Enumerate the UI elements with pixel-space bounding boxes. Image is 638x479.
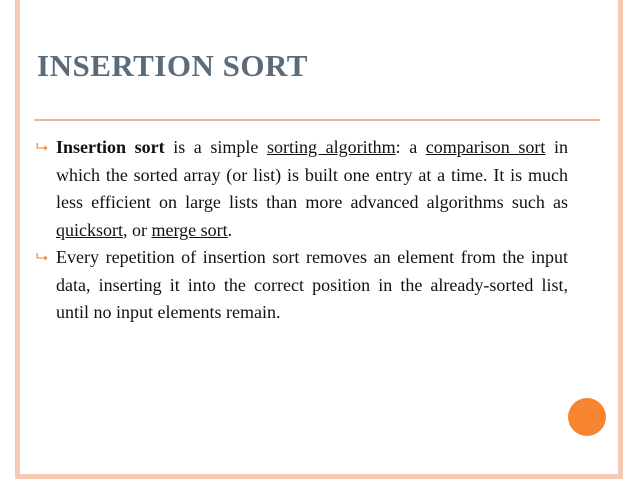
link-quicksort[interactable]: quicksort [56, 219, 123, 240]
text-segment: , or [123, 219, 152, 240]
bold-term: Insertion sort [56, 137, 165, 157]
slide-border-bottom [15, 474, 623, 479]
bullet-icon: ⮡ [36, 138, 49, 156]
bullet-item-1 [36, 134, 568, 244]
orange-circle-icon [568, 398, 606, 436]
bullet-text-1 [56, 134, 568, 244]
link-sorting-algorithm[interactable]: sorting algorithm [267, 137, 396, 157]
text-segment: in which the sorted array (or list) is built one entry at a time. It is much less efficient on large lists than more advanced algorithms such as [56, 137, 568, 212]
text-segment: : a [395, 137, 426, 157]
link-merge-sort[interactable]: merge sort [151, 219, 228, 240]
title-divider [34, 119, 600, 121]
slide-content [36, 134, 568, 327]
slide-border-right [618, 0, 623, 479]
bullet-text-2: Every repetition of insertion sort removes an element from the input data, inserting it into the correct position in the already-sorted list, until no input elements remain. [56, 247, 568, 322]
slide-title: INSERTION SORT [37, 48, 308, 83]
slide-border-left [15, 0, 20, 479]
text-segment: is a simple [164, 137, 267, 157]
bullet-item-2 [36, 244, 568, 327]
link-comparison-sort[interactable]: comparison sort [425, 137, 546, 157]
bullet-icon: ⮡ [36, 248, 49, 266]
text-segment: . [227, 219, 233, 240]
